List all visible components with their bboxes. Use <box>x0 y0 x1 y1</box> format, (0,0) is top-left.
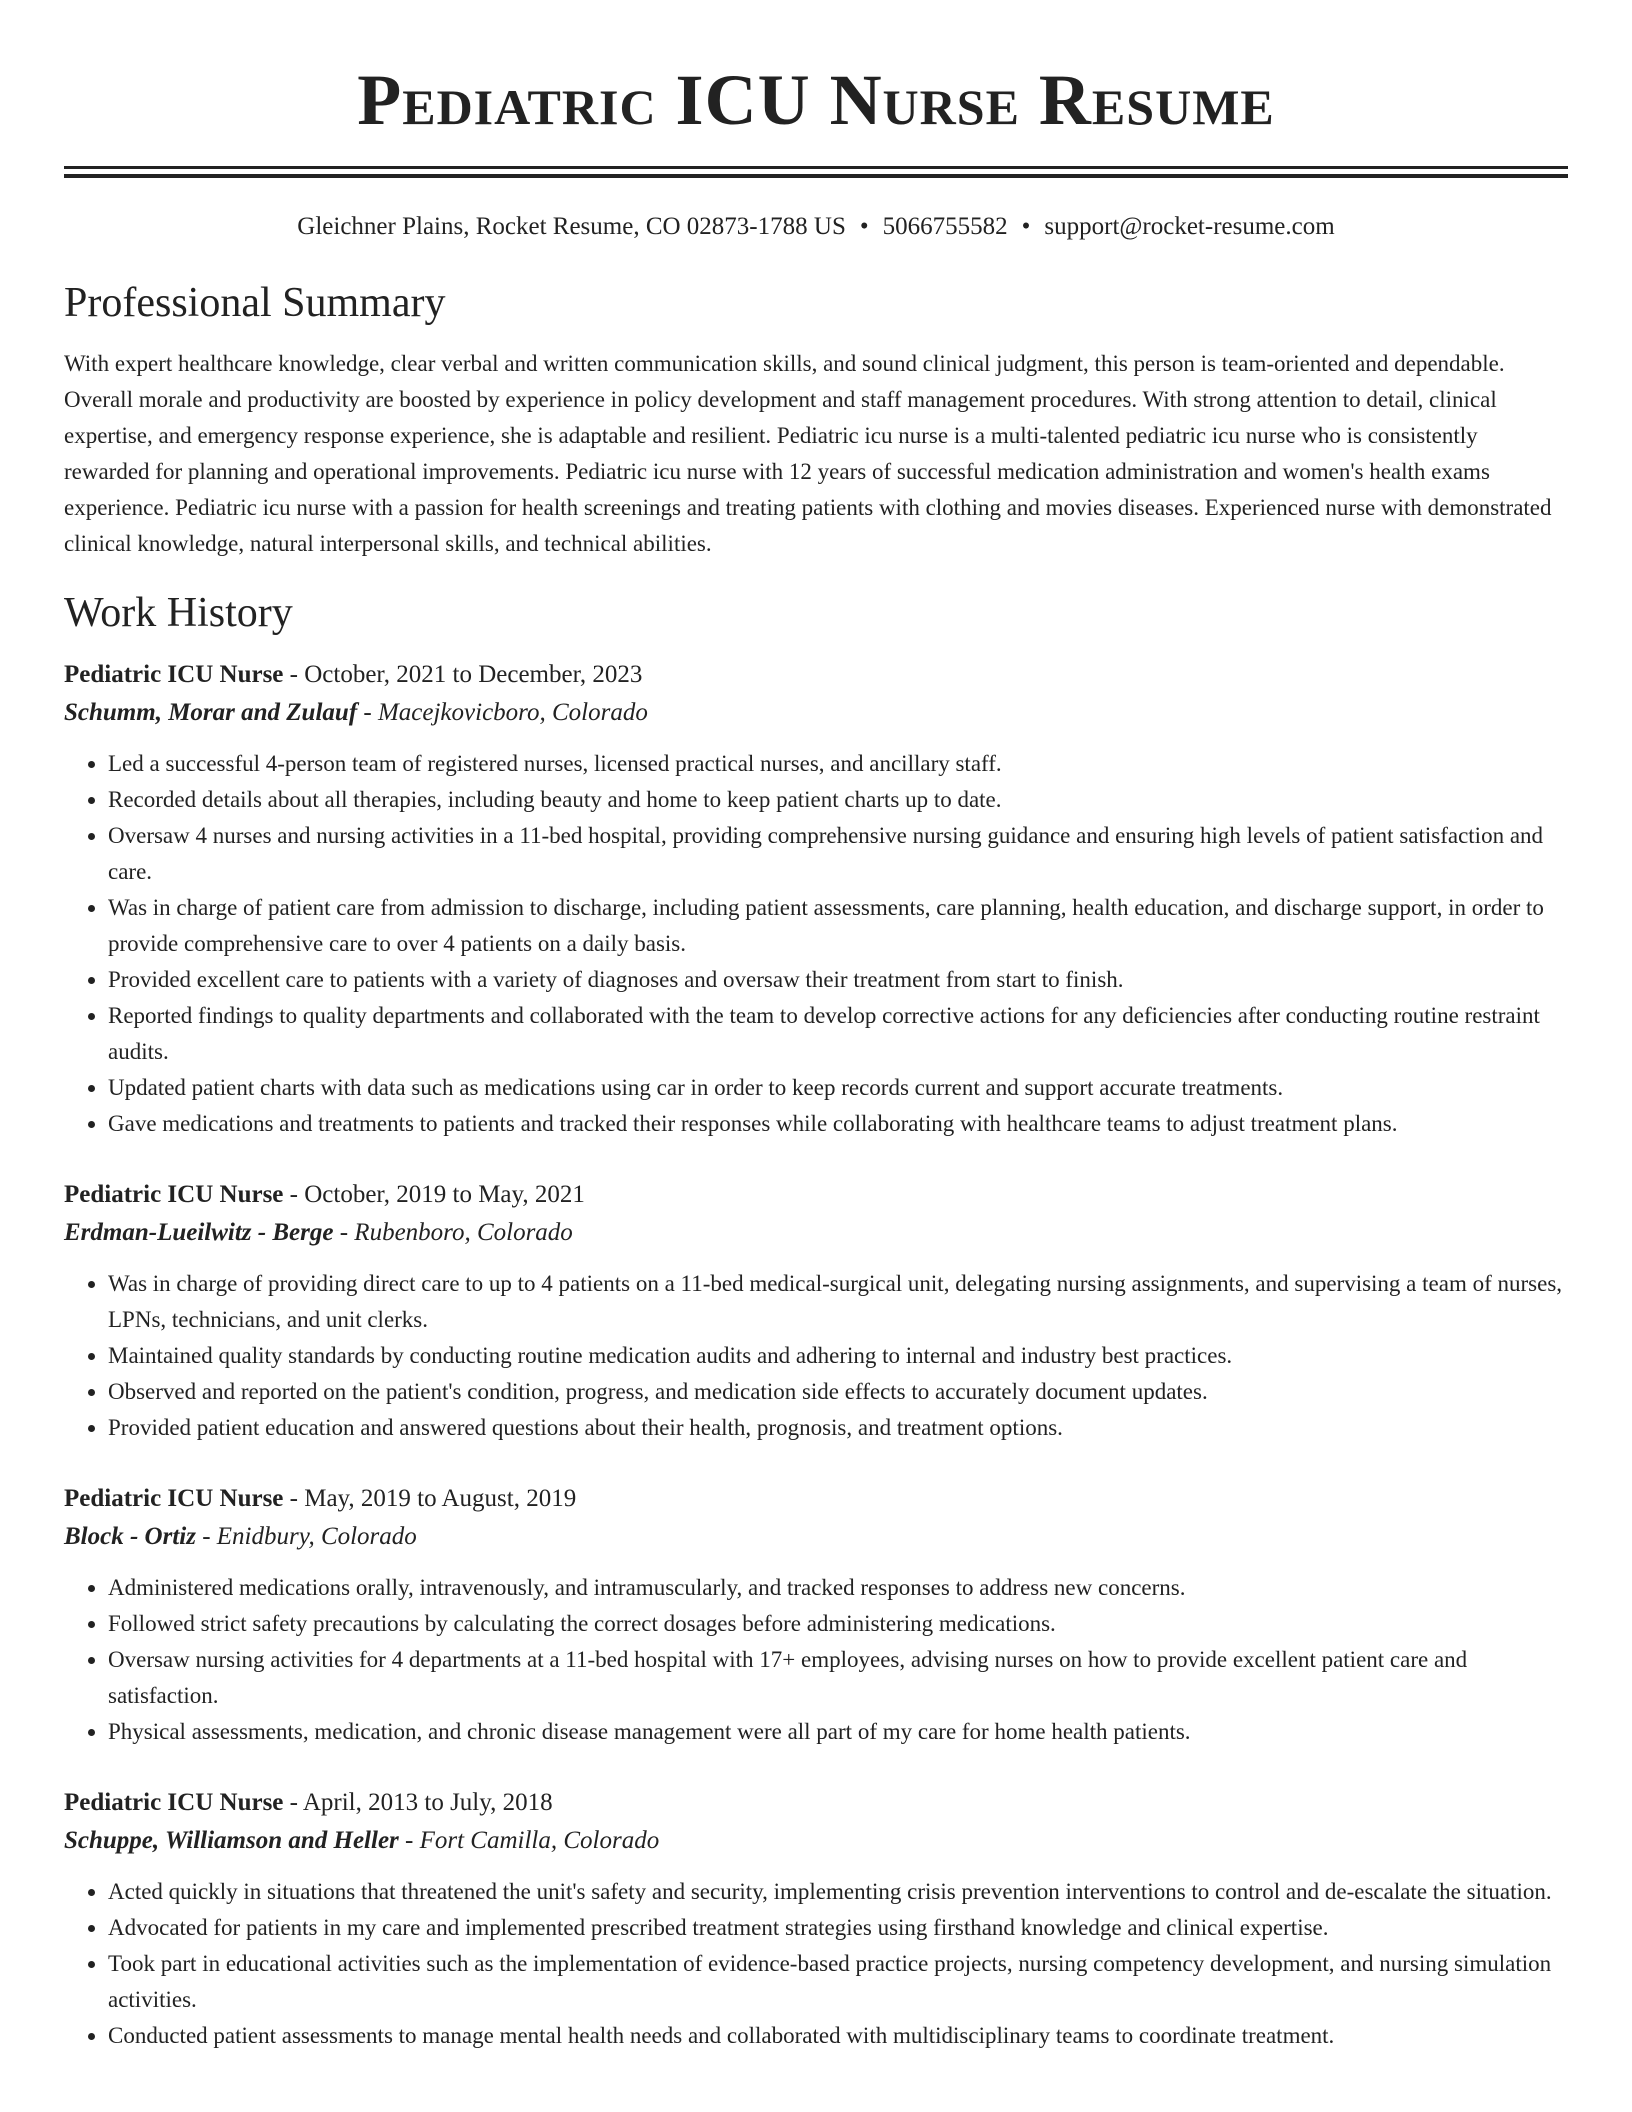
company-name: Schumm, Morar and Zulauf <box>64 699 358 726</box>
job-bullet-list <box>64 1874 1568 2054</box>
job-entry <box>64 1176 1568 1446</box>
job-bullet: • Was in charge of patient care from admission to discharge, including patient assessments, care planning, health education, and discharge support, in order to provide comprehensive care to over 4 patients on a daily basis. <box>108 890 1568 962</box>
job-title: Pediatric ICU Nurse <box>64 1485 284 1512</box>
contact-line <box>64 212 1568 242</box>
job-bullet: • Led a successful 4-person team of registered nurses, licensed practical nurses, and ancillary staff. <box>108 746 1568 782</box>
job-bullet: • Updated patient charts with data such as medications using car in order to keep records current and support accurate treatments. <box>108 1070 1568 1106</box>
job-bullet: • Provided excellent care to patients with a variety of diagnoses and oversaw their treatment from start to finish. <box>108 962 1568 998</box>
company-line <box>64 694 1568 732</box>
job-bullet: • Advocated for patients in my care and implemented prescribed treatment strategies using firsthand knowledge and clinical expertise. <box>108 1910 1568 1946</box>
job-bullet: • Administered medications orally, intravenously, and intramuscularly, and tracked responses to address new concerns. <box>108 1570 1568 1606</box>
job-title: Pediatric ICU Nurse <box>64 661 284 688</box>
job-bullet: • Maintained quality standards by conducting routine medication audits and adhering to internal and industry best practices. <box>108 1338 1568 1374</box>
contact-phone: 5066755582 <box>882 213 1008 240</box>
job-bullet: • Followed strict safety precautions by calculating the correct dosages before administering medications. <box>108 1606 1568 1642</box>
job-bullet: • Observed and reported on the patient's condition, progress, and medication side effects to accurately document updates. <box>108 1374 1568 1410</box>
job-dates: - October, 2019 to May, 2021 <box>283 1181 585 1208</box>
summary-heading: Professional Summary <box>64 280 446 326</box>
contact-separator: • <box>859 213 869 240</box>
job-bullet-list <box>64 1266 1568 1446</box>
company-location: - Macejkovicboro, Colorado <box>357 699 648 726</box>
company-line <box>64 1822 1568 1860</box>
job-bullet: • Physical assessments, medication, and chronic disease management were all part of my care for home health patients. <box>108 1714 1568 1750</box>
resume-title: Pediatric ICU Nurse Resume <box>357 60 1275 140</box>
job-title: Pediatric ICU Nurse <box>64 1789 284 1816</box>
company-location: - Rubenboro, Colorado <box>333 1219 573 1246</box>
company-location: - Enidbury, Colorado <box>195 1523 417 1550</box>
resume-page <box>64 0 1568 2054</box>
company-line <box>64 1214 1568 1252</box>
job-title-line <box>64 1480 1568 1518</box>
job-dates: - May, 2019 to August, 2019 <box>283 1485 577 1512</box>
job-dates: - April, 2013 to July, 2018 <box>283 1789 553 1816</box>
job-bullet: • Oversaw nursing activities for 4 departments at a 11-bed hospital with 17+ employees, advising nurses on how to provide excellent patient care and satisfaction. <box>108 1642 1568 1714</box>
work-history-list <box>64 656 1568 2054</box>
company-name: Schuppe, Williamson and Heller <box>64 1827 399 1854</box>
job-title-line <box>64 656 1568 694</box>
title-divider <box>64 166 1568 178</box>
job-bullet-list <box>64 746 1568 1142</box>
job-bullet: • Gave medications and treatments to patients and tracked their responses while collaborating with healthcare teams to adjust treatment plans. <box>108 1106 1568 1142</box>
job-entry <box>64 656 1568 1142</box>
company-name: Erdman-Lueilwitz - Berge <box>64 1219 334 1246</box>
company-line <box>64 1518 1568 1556</box>
job-bullet: • Acted quickly in situations that threatened the unit's safety and security, implementing crisis prevention interventions to control and de-escalate the situation. <box>108 1874 1568 1910</box>
job-bullet: • Oversaw 4 nurses and nursing activities in a 11-bed hospital, providing comprehensive nursing guidance and ensuring high levels of patient satisfaction and care. <box>108 818 1568 890</box>
job-bullet: • Was in charge of providing direct care to up to 4 patients on a 11-bed medical-surgical unit, delegating nursing assignments, and supervising a team of nurses, LPNs, technicians, and unit clerks. <box>108 1266 1568 1338</box>
company-name: Block - Ortiz <box>64 1523 196 1550</box>
job-bullet: • Reported findings to quality departments and collaborated with the team to develop corrective actions for any deficiencies after conducting routine restraint audits. <box>108 998 1568 1070</box>
contact-separator: • <box>1021 213 1031 240</box>
job-bullet-list <box>64 1570 1568 1750</box>
summary-text: With expert healthcare knowledge, clear verbal and written communication skills, and sound clinical judgment, this person is team-oriented and dependable. Overall morale and productivity are boosted by experience in policy development and staff management procedures. With strong attention to detail, clinical expertise, and emergency response experience, she is adaptable and resilient. Pediatric icu nurse is a multi-talented pediatric icu nurse who is consistently rewarded for planning and operational improvements. Pediatric icu nurse with 12 years of successful medication administration and women's health exams experience. Pediatric icu nurse with a passion for health screenings and treating patients with clothing and movies diseases. Experienced nurse with demonstrated clinical knowledge, natural interpersonal skills, and technical abilities. <box>64 351 1552 556</box>
work-history-heading: Work History <box>64 590 293 636</box>
job-bullet: • Recorded details about all therapies, including beauty and home to keep patient charts up to date. <box>108 782 1568 818</box>
job-entry <box>64 1480 1568 1750</box>
company-location: - Fort Camilla, Colorado <box>398 1827 660 1854</box>
job-dates: - October, 2021 to December, 2023 <box>283 661 643 688</box>
contact-email[interactable]: support@rocket-resume.com <box>1044 213 1335 240</box>
job-bullet: • Conducted patient assessments to manage mental health needs and collaborated with multidisciplinary teams to coordinate treatment. <box>108 2018 1568 2054</box>
job-entry <box>64 1784 1568 2054</box>
job-title-line <box>64 1176 1568 1214</box>
job-bullet: • Provided patient education and answered questions about their health, prognosis, and treatment options. <box>108 1410 1568 1446</box>
job-title-line <box>64 1784 1568 1822</box>
job-title: Pediatric ICU Nurse <box>64 1181 284 1208</box>
job-bullet: • Took part in educational activities such as the implementation of evidence-based practice projects, nursing competency development, and nursing simulation activities. <box>108 1946 1568 2018</box>
contact-address: Gleichner Plains, Rocket Resume, CO 02873-1788 US <box>297 213 846 240</box>
